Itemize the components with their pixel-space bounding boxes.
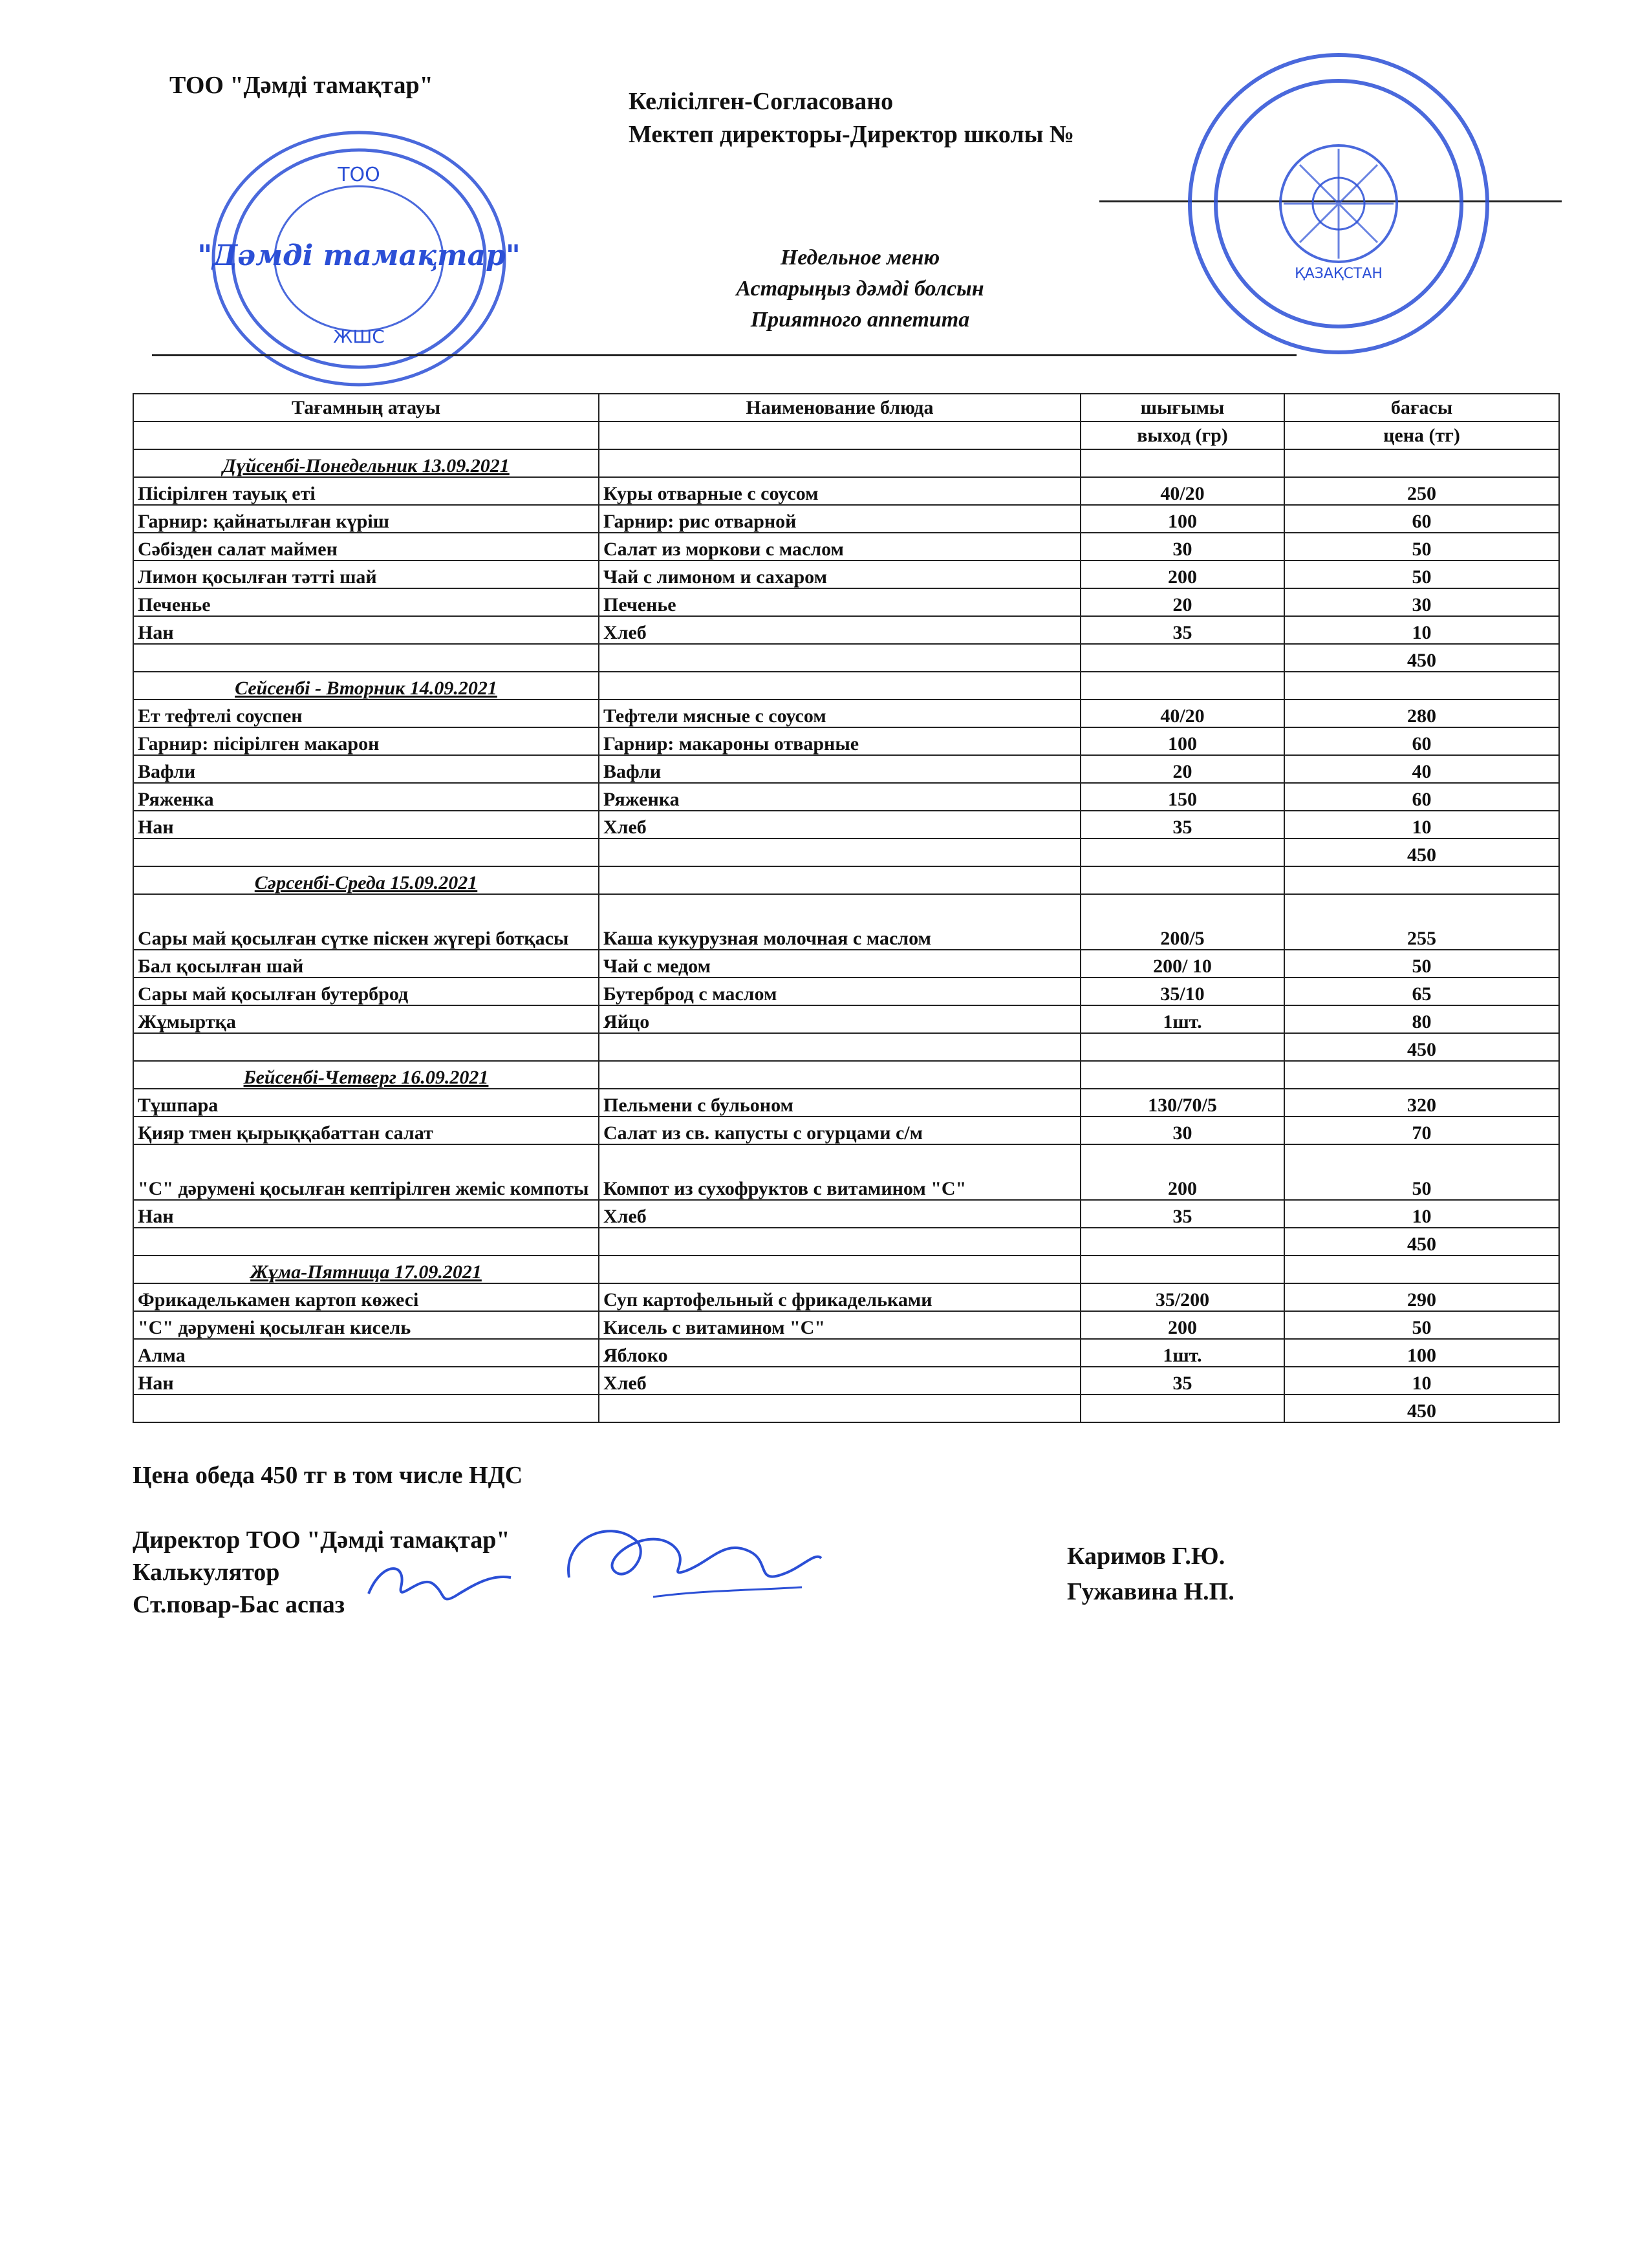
table-row [133,1283,1559,1311]
total-empty [599,1395,1081,1422]
day-empty [1081,1061,1284,1089]
col-price-ru: цена (тг) [1284,422,1559,449]
company-stamp [197,123,521,394]
day-label: Сейсенбі - Вторник 14.09.2021 [133,672,599,700]
table-row [133,783,1559,811]
dish-price: 40 [1284,755,1559,783]
dish-yield: 20 [1081,755,1284,783]
dish-yield: 40/20 [1081,477,1284,505]
dish-name-kz: Алма [133,1339,599,1367]
title-line-1: Недельное меню [780,246,940,270]
day-total: 450 [1284,839,1559,866]
dish-name-ru: Гарнир: макароны отварные [599,727,1081,755]
total-empty [133,1228,599,1256]
table-row [133,811,1559,839]
dish-yield: 200/ 10 [1081,950,1284,978]
director-role: Директор ТОО "Дәмді тамақтар" [133,1526,510,1554]
dish-name-ru: Хлеб [599,1367,1081,1395]
dish-name-kz: Бал қосылған шай [133,950,599,978]
day-empty [599,866,1081,894]
dish-name-kz: Нан [133,1367,599,1395]
dish-price: 50 [1284,1311,1559,1339]
dish-yield: 1шт. [1081,1005,1284,1033]
day-empty [1081,1256,1284,1283]
dish-yield: 35 [1081,1200,1284,1228]
table-row [133,477,1559,505]
dish-yield: 100 [1081,727,1284,755]
col-yield-ru: выход (гр) [1081,422,1284,449]
approval-label: Келісілген-Согласовано [629,88,894,115]
day-total-row [133,1395,1559,1422]
table-row [133,533,1559,561]
calculator-name: Гужавина Н.П. [1067,1578,1234,1605]
dish-name-ru: Суп картофельный с фрикадельками [599,1283,1081,1311]
total-empty [1081,1033,1284,1061]
total-empty [133,1395,599,1422]
col-ru-name: Наименование блюда [599,394,1081,422]
dish-name-ru: Кисель с витамином "С" [599,1311,1081,1339]
dish-name-ru: Бутерброд с маслом [599,978,1081,1005]
dish-name-kz: "С" дәрумені қосылған кисель [133,1311,599,1339]
school-stamp [1177,42,1500,365]
dish-price: 320 [1284,1089,1559,1117]
table-row [133,616,1559,644]
dish-price: 50 [1284,561,1559,588]
total-empty [599,1228,1081,1256]
dish-name-ru: Хлеб [599,616,1081,644]
col-yield-kz: шығымы [1081,394,1284,422]
dish-name-kz: Сәбізден салат маймен [133,533,599,561]
dish-name-kz: Вафли [133,755,599,783]
dish-name-kz: Қияр тмен қырыққабаттан салат [133,1117,599,1144]
day-empty [599,449,1081,477]
day-empty [1081,672,1284,700]
day-empty [1284,866,1559,894]
dish-price: 100 [1284,1339,1559,1367]
company-name: ТОО "Дәмді тамақтар" [169,72,433,99]
day-empty [599,1256,1081,1283]
title-underline [152,354,1297,356]
total-empty [133,1033,599,1061]
col-price-kz: бағасы [1284,394,1559,422]
svg-text:ҚАЗАҚСТАН: ҚАЗАҚСТАН [1295,266,1383,282]
dish-name-kz: Нан [133,1200,599,1228]
subheader-empty [599,422,1081,449]
day-total: 450 [1284,1033,1559,1061]
dish-name-ru: Салат из моркови с маслом [599,533,1081,561]
dish-yield: 150 [1081,783,1284,811]
svg-text:ЖШС: ЖШС [333,326,385,347]
total-empty [1081,1395,1284,1422]
dish-name-kz: Нан [133,616,599,644]
day-empty [1284,1061,1559,1089]
dish-name-ru: Пельмени с бульоном [599,1089,1081,1117]
dish-name-ru: Яблоко [599,1339,1081,1367]
day-total-row [133,839,1559,866]
table-row [133,1089,1559,1117]
dish-name-kz: Жұмыртқа [133,1005,599,1033]
dish-name-kz: Фрикаделькамен картоп көжесі [133,1283,599,1311]
table-row [133,561,1559,588]
dish-price: 10 [1284,811,1559,839]
dish-price: 70 [1284,1117,1559,1144]
table-row [133,1144,1559,1200]
day-row [133,672,1559,700]
total-empty [599,1033,1081,1061]
dish-name-ru: Хлеб [599,811,1081,839]
table-row [133,1117,1559,1144]
day-total-row [133,1228,1559,1256]
dish-price: 80 [1284,1005,1559,1033]
dish-yield: 200 [1081,1144,1284,1200]
dish-yield: 20 [1081,588,1284,616]
dish-name-kz: Пісірілген тауық еті [133,477,599,505]
table-header-row [133,394,1559,422]
director-name: Каримов Г.Ю. [1067,1543,1225,1570]
day-empty [1081,866,1284,894]
dish-name-kz: Гарнир: пісірілген макарон [133,727,599,755]
dish-name-ru: Вафли [599,755,1081,783]
table-row [133,1311,1559,1339]
title-line-3: Приятного аппетита [750,308,970,332]
director-signature [556,1500,828,1629]
price-note: Цена обеда 450 тг в том числе НДС [133,1462,523,1489]
table-row [133,894,1559,950]
dish-price: 65 [1284,978,1559,1005]
table-row [133,700,1559,727]
day-row [133,1256,1559,1283]
table-row [133,755,1559,783]
dish-yield: 200 [1081,561,1284,588]
dish-yield: 1шт. [1081,1339,1284,1367]
calculator-signature [362,1548,517,1620]
dish-price: 30 [1284,588,1559,616]
dish-price: 60 [1284,727,1559,755]
day-empty [599,1061,1081,1089]
day-empty [1081,449,1284,477]
dish-yield: 35 [1081,1367,1284,1395]
dish-name-ru: Печенье [599,588,1081,616]
total-empty [1081,644,1284,672]
table-row [133,950,1559,978]
table-row [133,1200,1559,1228]
day-empty [1284,1256,1559,1283]
dish-price: 60 [1284,505,1559,533]
dish-price: 255 [1284,894,1559,950]
calculator-role: Калькулятор [133,1559,280,1586]
dish-name-kz: Ряженка [133,783,599,811]
total-empty [1081,839,1284,866]
dish-price: 10 [1284,1200,1559,1228]
day-empty [1284,449,1559,477]
subheader-empty [133,422,599,449]
dish-yield: 35/10 [1081,978,1284,1005]
svg-text:ТОО: ТОО [338,164,380,186]
dish-name-kz: Гарнир: қайнатылған күріш [133,505,599,533]
dish-name-kz: Сары май қосылған сүтке піскен жүгері ботқасы [133,894,599,950]
svg-text:"Дәмді тамақтар": "Дәмді тамақтар" [197,239,521,272]
dish-yield: 100 [1081,505,1284,533]
dish-yield: 130/70/5 [1081,1089,1284,1117]
dish-price: 280 [1284,700,1559,727]
day-row [133,866,1559,894]
dish-yield: 35 [1081,811,1284,839]
day-label: Жұма-Пятница 17.09.2021 [133,1256,599,1283]
dish-name-kz: Нан [133,811,599,839]
dish-price: 60 [1284,783,1559,811]
dish-name-ru: Салат из св. капусты с огурцами с/м [599,1117,1081,1144]
table-subheader-row [133,422,1559,449]
day-total: 450 [1284,644,1559,672]
dish-price: 290 [1284,1283,1559,1311]
cook-role: Ст.повар-Бас аспаз [133,1591,345,1618]
dish-yield: 30 [1081,1117,1284,1144]
day-empty [1284,672,1559,700]
day-total: 450 [1284,1395,1559,1422]
day-total-row [133,644,1559,672]
table-row [133,1339,1559,1367]
dish-yield: 35/200 [1081,1283,1284,1311]
director-line: Мектеп директоры-Директор школы № [629,121,1075,148]
day-total: 450 [1284,1228,1559,1256]
dish-name-kz: Ет тефтелі соуспен [133,700,599,727]
col-kz-name: Тағамның атауы [133,394,599,422]
dish-price: 50 [1284,950,1559,978]
table-row [133,1005,1559,1033]
table-row [133,727,1559,755]
dish-name-ru: Гарнир: рис отварной [599,505,1081,533]
dish-yield: 200/5 [1081,894,1284,950]
dish-name-ru: Чай с лимоном и сахаром [599,561,1081,588]
dish-price: 10 [1284,1367,1559,1395]
day-row [133,1061,1559,1089]
total-empty [133,839,599,866]
dish-name-kz: Тұшпара [133,1089,599,1117]
day-label: Дүйсенбі-Понедельник 13.09.2021 [133,449,599,477]
dish-price: 50 [1284,1144,1559,1200]
dish-yield: 40/20 [1081,700,1284,727]
dish-name-kz: "С" дәрумені қосылған кептірілген жеміс компоты [133,1144,599,1200]
menu-table [133,393,1560,1423]
day-total-row [133,1033,1559,1061]
table-row [133,978,1559,1005]
dish-name-kz: Сары май қосылған бутерброд [133,978,599,1005]
dish-name-ru: Компот из сухофруктов с витамином "С" [599,1144,1081,1200]
table-row [133,1367,1559,1395]
dish-yield: 30 [1081,533,1284,561]
dish-price: 250 [1284,477,1559,505]
dish-name-kz: Печенье [133,588,599,616]
dish-name-ru: Яйцо [599,1005,1081,1033]
table-row [133,588,1559,616]
dish-price: 50 [1284,533,1559,561]
dish-name-ru: Куры отварные с соусом [599,477,1081,505]
total-empty [599,644,1081,672]
dish-name-ru: Хлеб [599,1200,1081,1228]
dish-name-ru: Тефтели мясные с соусом [599,700,1081,727]
dish-yield: 35 [1081,616,1284,644]
dish-price: 10 [1284,616,1559,644]
dish-name-kz: Лимон қосылған тәтті шай [133,561,599,588]
dish-name-ru: Чай с медом [599,950,1081,978]
total-empty [599,839,1081,866]
dish-yield: 200 [1081,1311,1284,1339]
dish-name-ru: Каша кукурузная молочная с маслом [599,894,1081,950]
table-row [133,505,1559,533]
day-row [133,449,1559,477]
total-empty [133,644,599,672]
dish-name-ru: Ряженка [599,783,1081,811]
day-label: Сәрсенбі-Среда 15.09.2021 [133,866,599,894]
day-empty [599,672,1081,700]
total-empty [1081,1228,1284,1256]
day-label: Бейсенбі-Четверг 16.09.2021 [133,1061,599,1089]
title-line-2: Астарыңыз дәмді болсын [736,277,984,301]
